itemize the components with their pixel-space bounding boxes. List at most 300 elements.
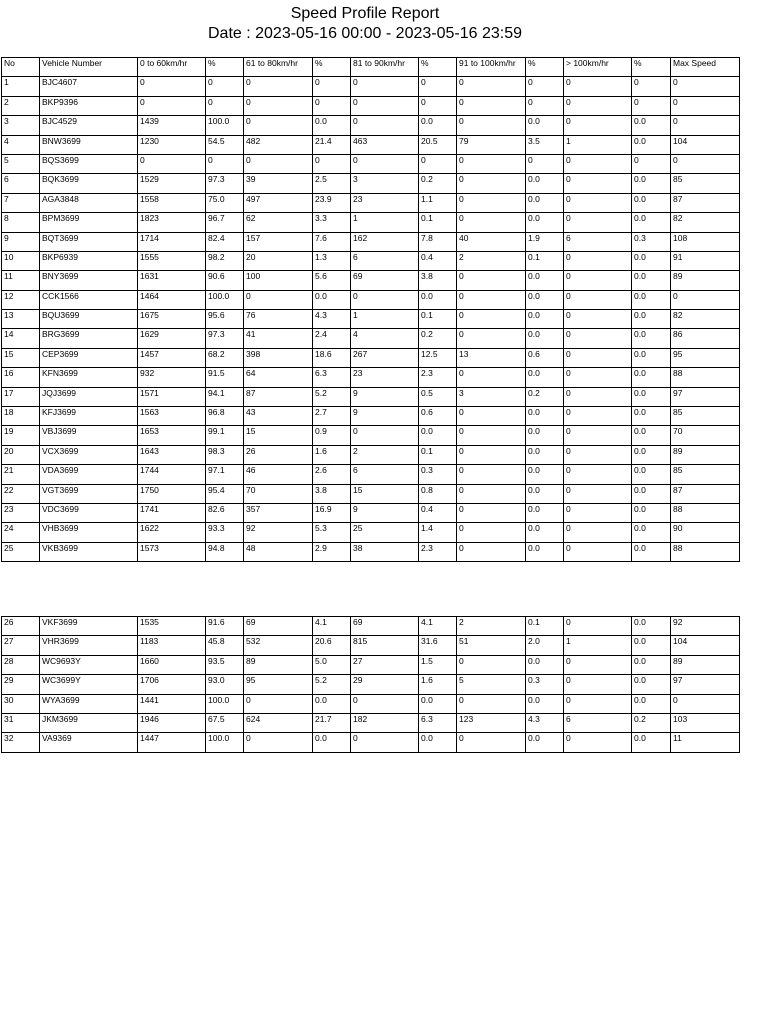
table-cell: 0.0 [632, 271, 671, 290]
table-cell: 15 [2, 348, 40, 367]
table-cell: 85 [671, 465, 740, 484]
table-cell: 0.2 [419, 329, 457, 348]
table-cell: 0.0 [632, 407, 671, 426]
table-cell: 0 [671, 694, 740, 713]
table-cell: 0.0 [632, 675, 671, 694]
table-row [2, 232, 740, 251]
table-cell: 97.1 [206, 465, 244, 484]
table-row [2, 329, 740, 348]
table-cell: 1653 [138, 426, 206, 445]
table-cell: 0 [564, 694, 632, 713]
table-cell: 0 [632, 77, 671, 96]
table-cell: 1823 [138, 213, 206, 232]
table-cell: 41 [244, 329, 313, 348]
table-cell: VA9369 [40, 733, 138, 752]
table-cell: BQT3699 [40, 232, 138, 251]
table-cell: 19 [2, 426, 40, 445]
table-row [2, 387, 740, 406]
table-row [2, 290, 740, 309]
table-cell: JKM3699 [40, 713, 138, 732]
table-cell: 0.0 [526, 213, 564, 232]
table-cell: 1573 [138, 542, 206, 561]
table-cell: 0.6 [419, 407, 457, 426]
table-cell: 1.1 [419, 193, 457, 212]
table-cell: 3.8 [419, 271, 457, 290]
table-cell: 54.5 [206, 135, 244, 154]
table-cell: 21.4 [313, 135, 351, 154]
table-cell: 82.6 [206, 503, 244, 522]
table-cell: 0 [564, 213, 632, 232]
table-cell: 1563 [138, 407, 206, 426]
table-cell: 45.8 [206, 636, 244, 655]
table-cell: 0 [457, 329, 526, 348]
table-cell: 0 [632, 96, 671, 115]
table-row [2, 694, 740, 713]
table-cell: 0.0 [632, 503, 671, 522]
table-cell: BQU3699 [40, 310, 138, 329]
table-cell: 89 [244, 655, 313, 674]
table-cell: 0 [457, 193, 526, 212]
table-cell: 1744 [138, 465, 206, 484]
table-cell: 0 [457, 77, 526, 96]
table-cell: 0.0 [526, 655, 564, 674]
table-cell: 27 [2, 636, 40, 655]
table-cell: 1.6 [419, 675, 457, 694]
table-row [2, 116, 740, 135]
table-cell: 88 [671, 503, 740, 522]
table-cell: 0 [457, 503, 526, 522]
table-cell: 0.9 [313, 426, 351, 445]
table-cell: 8 [2, 213, 40, 232]
table-cell: WC3699Y [40, 675, 138, 694]
table-cell: BKP6939 [40, 251, 138, 270]
table-cell: 23.9 [313, 193, 351, 212]
table-cell: 14 [2, 329, 40, 348]
table-cell: 70 [671, 426, 740, 445]
table-cell: 0 [206, 154, 244, 173]
table-cell: BNW3699 [40, 135, 138, 154]
table-cell: 0 [632, 154, 671, 173]
table-cell: 182 [351, 713, 419, 732]
table-cell: 1.4 [419, 523, 457, 542]
column-header: Vehicle Number [40, 58, 138, 77]
table-cell: 12.5 [419, 348, 457, 367]
table-cell: 97 [671, 387, 740, 406]
table-cell: BNY3699 [40, 271, 138, 290]
table-cell: 0 [351, 96, 419, 115]
table-cell: 1741 [138, 503, 206, 522]
table-cell: 1555 [138, 251, 206, 270]
speed-profile-table-page-1 [1, 57, 740, 562]
table-cell: 69 [351, 617, 419, 636]
table-cell: 2.5 [313, 174, 351, 193]
table-cell: 94.8 [206, 542, 244, 561]
table-cell: 0.1 [526, 617, 564, 636]
table-cell: 0.1 [419, 213, 457, 232]
table-cell: 4.3 [526, 713, 564, 732]
table-cell: 82 [671, 310, 740, 329]
table-cell: 21.7 [313, 713, 351, 732]
table-cell: 91.5 [206, 368, 244, 387]
table-cell: 98.3 [206, 445, 244, 464]
table-cell: 1441 [138, 694, 206, 713]
table-cell: 0 [564, 503, 632, 522]
table-cell: 0.0 [526, 694, 564, 713]
table-cell: 0 [457, 290, 526, 309]
column-header: % [526, 58, 564, 77]
table-cell: 0 [206, 96, 244, 115]
table-row [2, 135, 740, 154]
table-cell: 0.0 [526, 174, 564, 193]
table-cell: 0.2 [526, 387, 564, 406]
table-cell: 0.3 [632, 232, 671, 251]
table-cell: 157 [244, 232, 313, 251]
table-row [2, 96, 740, 115]
table-cell: 43 [244, 407, 313, 426]
table-cell: 0 [244, 733, 313, 752]
table-cell: 1631 [138, 271, 206, 290]
table-cell: 82 [671, 213, 740, 232]
table-cell: 0 [526, 77, 564, 96]
table-row [2, 426, 740, 445]
table-cell: 4.3 [313, 310, 351, 329]
table-cell: 0.0 [632, 733, 671, 752]
table-cell: 87 [244, 387, 313, 406]
table-cell: 0 [564, 174, 632, 193]
table-cell: 0 [244, 96, 313, 115]
table-cell: 86 [671, 329, 740, 348]
table-cell: 31 [2, 713, 40, 732]
table-cell: 0.0 [526, 503, 564, 522]
table-cell: 25 [2, 542, 40, 561]
column-header: % [632, 58, 671, 77]
table-cell: 38 [351, 542, 419, 561]
table-cell: 0 [457, 523, 526, 542]
table-cell: 0.3 [526, 675, 564, 694]
table-cell: 1 [2, 77, 40, 96]
table-cell: 96.8 [206, 407, 244, 426]
table-cell: 92 [244, 523, 313, 542]
table-cell: 0 [419, 77, 457, 96]
table-cell: 6 [351, 465, 419, 484]
table-cell: 0.0 [526, 310, 564, 329]
table-cell: 1946 [138, 713, 206, 732]
table-row [2, 445, 740, 464]
table-cell: 62 [244, 213, 313, 232]
table-row [2, 675, 740, 694]
table-cell: 0 [564, 77, 632, 96]
table-cell: 1622 [138, 523, 206, 542]
table-cell: 1 [564, 135, 632, 154]
report-date-range: Date : 2023-05-16 00:00 - 2023-05-16 23:59 [207, 25, 522, 42]
table-cell: 0 [138, 77, 206, 96]
table-cell: 39 [244, 174, 313, 193]
table-cell: 0 [457, 174, 526, 193]
table-cell: 5.6 [313, 271, 351, 290]
report-header [0, 4, 730, 44]
table-cell: 9 [351, 407, 419, 426]
table-row [2, 213, 740, 232]
table-cell: 51 [457, 636, 526, 655]
table-cell: 18 [2, 407, 40, 426]
table-cell: 0 [526, 96, 564, 115]
table-cell: 0.0 [632, 426, 671, 445]
table-cell: 0 [526, 154, 564, 173]
table-cell: 0.0 [632, 655, 671, 674]
table-cell: 0.0 [526, 542, 564, 561]
table-cell: 88 [671, 368, 740, 387]
table-cell: 0.0 [419, 426, 457, 445]
table-cell: 2 [2, 96, 40, 115]
table-cell: VDA3699 [40, 465, 138, 484]
table-cell: 0.4 [419, 251, 457, 270]
table-cell: 1750 [138, 484, 206, 503]
table-cell: 0 [419, 96, 457, 115]
table-cell: CCK1566 [40, 290, 138, 309]
table-cell: 6 [2, 174, 40, 193]
table-cell: 0 [457, 445, 526, 464]
table-cell: 0 [564, 348, 632, 367]
table-cell: 0.0 [632, 348, 671, 367]
table-cell: 0.6 [526, 348, 564, 367]
table-cell: 0.0 [632, 484, 671, 503]
table-cell: 0.2 [419, 174, 457, 193]
table-cell: 357 [244, 503, 313, 522]
table-cell: 1660 [138, 655, 206, 674]
table-cell: 23 [351, 193, 419, 212]
table-cell: 0.0 [526, 368, 564, 387]
table-cell: 0 [564, 387, 632, 406]
table-row [2, 713, 740, 732]
table-row [2, 407, 740, 426]
table-cell: 95.4 [206, 484, 244, 503]
table-cell: 64 [244, 368, 313, 387]
table-cell: 0 [206, 77, 244, 96]
table-cell: 0.0 [419, 290, 457, 309]
table-cell: 0.0 [526, 445, 564, 464]
table-cell: 89 [671, 271, 740, 290]
table-cell: 88 [671, 542, 740, 561]
table-cell: 4.1 [419, 617, 457, 636]
table-cell: WC9693Y [40, 655, 138, 674]
table-row [2, 523, 740, 542]
table-cell: 69 [244, 617, 313, 636]
table-cell: 0 [457, 368, 526, 387]
table-cell: 28 [2, 655, 40, 674]
table-cell: 0 [564, 465, 632, 484]
table-cell: 2.7 [313, 407, 351, 426]
table-cell: 2 [457, 251, 526, 270]
table-cell: 100.0 [206, 290, 244, 309]
table-cell: 40 [457, 232, 526, 251]
table-cell: 98.2 [206, 251, 244, 270]
table-cell: 1.6 [313, 445, 351, 464]
table-cell: 0.0 [632, 694, 671, 713]
table-cell: 23 [351, 368, 419, 387]
column-header: % [206, 58, 244, 77]
table-cell: 0 [564, 154, 632, 173]
table-cell: BJC4529 [40, 116, 138, 135]
column-header: No [2, 58, 40, 77]
table-cell: 0 [457, 484, 526, 503]
table-cell: 815 [351, 636, 419, 655]
table-cell: 1529 [138, 174, 206, 193]
table-cell: 0 [457, 116, 526, 135]
table-cell: 2.4 [313, 329, 351, 348]
table-row [2, 193, 740, 212]
table-cell: 1.5 [419, 655, 457, 674]
table-cell: 85 [671, 407, 740, 426]
table-cell: 5.3 [313, 523, 351, 542]
table-cell: 94.1 [206, 387, 244, 406]
table-row [2, 368, 740, 387]
table-row [2, 617, 740, 636]
table-cell: 0.0 [526, 290, 564, 309]
table-cell: 0.4 [419, 503, 457, 522]
table-cell: 0 [457, 465, 526, 484]
table-cell: 0 [564, 407, 632, 426]
table-cell: 0 [564, 329, 632, 348]
table-cell: 1 [351, 213, 419, 232]
table-cell: 29 [2, 675, 40, 694]
table-cell: 0.0 [526, 329, 564, 348]
table-cell: 13 [2, 310, 40, 329]
speed-profile-table-page-2 [1, 616, 740, 753]
column-header: 0 to 60km/hr [138, 58, 206, 77]
table-cell: 0.0 [526, 193, 564, 212]
table-cell: BQS3699 [40, 154, 138, 173]
table-cell: 93.5 [206, 655, 244, 674]
table-cell: 0 [313, 77, 351, 96]
table-cell: 1464 [138, 290, 206, 309]
table-cell: 0.5 [419, 387, 457, 406]
table-cell: 1 [351, 310, 419, 329]
table-cell: 67.5 [206, 713, 244, 732]
table-cell: 104 [671, 636, 740, 655]
table-cell: 0.0 [632, 445, 671, 464]
table-cell: 75.0 [206, 193, 244, 212]
table-cell: 5 [2, 154, 40, 173]
table-cell: 100.0 [206, 116, 244, 135]
table-cell: 0 [564, 675, 632, 694]
table-cell: 90.6 [206, 271, 244, 290]
table-cell: 0.0 [526, 426, 564, 445]
table-cell: 0.0 [313, 733, 351, 752]
table-cell: 2.3 [419, 368, 457, 387]
table-cell: 0 [351, 116, 419, 135]
table-cell: 32 [2, 733, 40, 752]
table-cell: 0 [138, 154, 206, 173]
table-cell: 0.0 [632, 542, 671, 561]
table-cell: 97.3 [206, 329, 244, 348]
table-cell: KFN3699 [40, 368, 138, 387]
table-cell: 2 [457, 617, 526, 636]
table-cell: 0 [419, 154, 457, 173]
table-cell: 26 [2, 617, 40, 636]
table-cell: VKF3699 [40, 617, 138, 636]
table-cell: AGA3848 [40, 193, 138, 212]
table-cell: 398 [244, 348, 313, 367]
table-cell: 0.0 [526, 733, 564, 752]
table-cell: 0.0 [526, 271, 564, 290]
table-cell: 104 [671, 135, 740, 154]
table-cell: BJC4607 [40, 77, 138, 96]
table-cell: JQJ3699 [40, 387, 138, 406]
table-cell: 15 [351, 484, 419, 503]
table-cell: 4 [351, 329, 419, 348]
table-cell: KFJ3699 [40, 407, 138, 426]
table-cell: 108 [671, 232, 740, 251]
table-cell: 0.3 [419, 465, 457, 484]
table-cell: VGT3699 [40, 484, 138, 503]
table-cell: 0 [457, 310, 526, 329]
table-cell: 20 [2, 445, 40, 464]
table-cell: BPM3699 [40, 213, 138, 232]
table-cell: 4.1 [313, 617, 351, 636]
table-cell: 6 [351, 251, 419, 270]
table-cell: 0 [564, 96, 632, 115]
table-row [2, 251, 740, 270]
table-cell: 82.4 [206, 232, 244, 251]
table-cell: 22 [2, 484, 40, 503]
table-cell: 0.1 [419, 310, 457, 329]
table-cell: CEP3699 [40, 348, 138, 367]
table-cell: 0.0 [419, 116, 457, 135]
table-cell: 68.2 [206, 348, 244, 367]
table-cell: 0 [351, 426, 419, 445]
table-cell: 0 [351, 733, 419, 752]
table-cell: 23 [2, 503, 40, 522]
table-header-row [2, 58, 740, 77]
table-cell: 0 [351, 694, 419, 713]
table-cell: 0.0 [632, 523, 671, 542]
table-row [2, 174, 740, 193]
table-cell: 0 [457, 96, 526, 115]
table-cell: 97.3 [206, 174, 244, 193]
table-cell: 0 [457, 426, 526, 445]
table-cell: 0 [564, 193, 632, 212]
table-cell: 3.3 [313, 213, 351, 232]
table-cell: 1714 [138, 232, 206, 251]
table-cell: 0 [564, 523, 632, 542]
table-cell: 79 [457, 135, 526, 154]
table-cell: 2.3 [419, 542, 457, 561]
column-header: 61 to 80km/hr [244, 58, 313, 77]
table-cell: 3.5 [526, 135, 564, 154]
table-cell: 10 [2, 251, 40, 270]
table-cell: 1571 [138, 387, 206, 406]
table-cell: 25 [351, 523, 419, 542]
table-row [2, 636, 740, 655]
table-row [2, 310, 740, 329]
column-header: % [419, 58, 457, 77]
table-cell: 0 [564, 116, 632, 135]
table-cell: 0.0 [632, 213, 671, 232]
table-cell: 0.0 [632, 135, 671, 154]
table-cell: 1447 [138, 733, 206, 752]
table-cell: 0 [351, 290, 419, 309]
table-cell: 0.2 [632, 713, 671, 732]
table-cell: 21 [2, 465, 40, 484]
table-cell: 0 [564, 542, 632, 561]
table-row [2, 655, 740, 674]
table-cell: 0 [671, 77, 740, 96]
table-cell: 85 [671, 174, 740, 193]
table-cell: 6 [564, 713, 632, 732]
column-header: > 100km/hr [564, 58, 632, 77]
table-cell: 87 [671, 193, 740, 212]
table-cell: 20.6 [313, 636, 351, 655]
